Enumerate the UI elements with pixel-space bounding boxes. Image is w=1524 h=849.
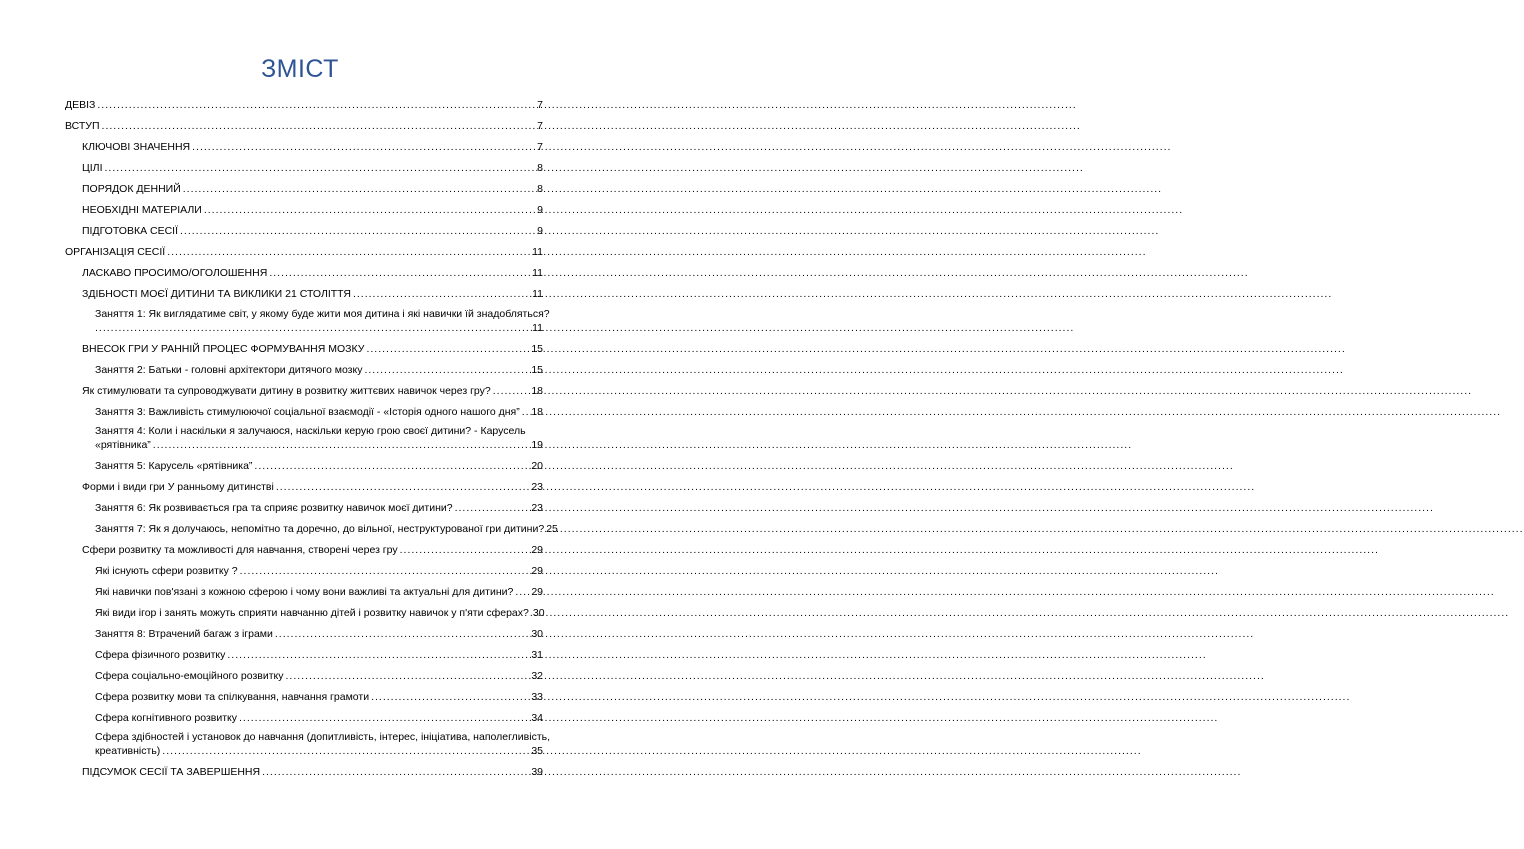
toc-leader-dots [102,120,536,133]
toc-entry[interactable] [95,439,543,452]
toc-entry[interactable] [82,766,543,779]
toc-page-number: 31 [531,649,543,661]
toc-entry[interactable] [82,141,543,154]
toc-entry-title: ВСТУП [65,120,100,132]
toc-entry[interactable] [65,120,543,133]
toc-page-number: 7 [537,99,543,111]
toc-page-number: 8 [537,162,543,174]
toc-page-number: 11 [532,267,543,279]
toc-entry-title: Заняття 8: Втрачений багаж з іграми [95,628,273,640]
toc-page-number: 18 [531,385,543,397]
toc-entry[interactable] [82,162,543,175]
toc-entry-title: Які існують сфери розвитку ? [95,565,238,577]
toc-page-number: 32 [531,670,543,682]
toc-leader-dots [227,649,529,662]
toc-entry[interactable] [65,246,543,259]
toc-entry-title: Форми і види гри У ранньому дитинстві [82,481,274,493]
table-of-contents [0,0,600,849]
toc-entry-title: ПОРЯДОК ДЕННИЙ [82,183,181,195]
toc-page-number: 9 [537,204,543,216]
toc-entry-title-line2: креативність) [95,745,161,757]
toc-page-number: 23 [531,502,543,514]
toc-entry-title: Заняття 2: Батьки - головні архітектори дитячого мозку [95,364,363,376]
toc-entry-title: ЗДІБНОСТІ МОЄЇ ДИТИНИ ТА ВИКЛИКИ 21 СТОЛІТТЯ [82,288,351,300]
toc-entry[interactable] [95,745,543,758]
toc-page-number: 7 [537,141,543,153]
toc-page-number: 15 [531,364,543,376]
toc-leader-dots [371,691,529,704]
toc-leader-dots [192,141,535,154]
toc-page-number: 29 [531,586,543,598]
toc-leader-dots [364,364,529,377]
toc-entry-title: ОРГАНІЗАЦІЯ СЕСІЇ [65,246,166,258]
toc-page-number: 11 [532,288,543,300]
toc-page-number: 20 [531,460,543,472]
toc-page-number: 34 [531,712,543,724]
document-page [0,0,600,849]
toc-entry[interactable] [82,267,543,280]
toc-entry[interactable] [95,628,543,641]
toc-leader-dots [180,225,535,238]
toc-entry[interactable] [82,204,543,217]
toc-entry[interactable] [82,385,543,398]
toc-entry-title: Заняття 7: Як я долучаюсь, непомітно та доречно, до вільної, неструктурованої гри дитини? [95,523,545,535]
toc-entry-title: ЦІЛІ [82,162,103,174]
toc-page-number: 29 [531,544,543,556]
toc-entry-title: ПІДСУМОК СЕСІЇ ТА ЗАВЕРШЕННЯ [82,766,261,778]
toc-page-number: 30 [532,607,545,619]
toc-entry[interactable] [95,364,543,377]
toc-leader-dots [183,183,535,196]
toc-entry-title: Які навички пов'язані з кожною сферою і чому вони важливі та актуальні для дитини? [95,586,514,598]
toc-entry[interactable] [95,670,543,683]
toc-entry-title: Сфера розвитку мови та спілкування, навчання грамоти [95,691,370,703]
toc-entry[interactable] [82,183,543,196]
toc-entry[interactable] [95,502,543,515]
toc-entry[interactable] [95,649,543,662]
toc-page-number: 19 [531,439,543,451]
toc-entry[interactable] [65,99,543,112]
toc-leader-dots [167,246,530,259]
toc-leader-dots [153,439,530,452]
toc-entry[interactable] [95,523,558,536]
toc-entry[interactable] [82,481,543,494]
toc-entry[interactable] [82,225,543,238]
toc-leader-dots [239,712,529,725]
toc-entry-title: ВНЕСОК ГРИ У РАННІЙ ПРОЦЕС ФОРМУВАННЯ МОЗКУ [82,343,365,355]
toc-page-number: 25 [546,523,558,535]
toc-page-number: 29 [531,565,543,577]
toc-entry-title-line1[interactable]: Заняття 4: Коли і наскільки я залучаюся, наскільки керую грою своєї дитини? - Карусель [95,425,526,437]
toc-page-number: 8 [537,183,543,195]
toc-leader-dots [95,322,530,335]
toc-leader-dots [522,406,530,419]
toc-leader-dots [530,607,532,620]
toc-page-number: 11 [532,246,543,258]
toc-page-number: 33 [531,691,543,703]
toc-leader-dots [275,628,529,641]
toc-entry-title: Сфери розвитку та можливості для навчання, створені через гру [82,544,398,556]
toc-leader-dots [455,502,530,515]
toc-entry-title: Сфера соціально-емоційного розвитку [95,670,284,682]
toc-entry-title: Заняття 3: Важливість стимулюючої соціальної взаємодії - «Історія одного нашого дня” [95,406,520,418]
toc-leader-dots [204,204,535,217]
toc-entry[interactable] [82,343,543,356]
toc-leader-dots [240,565,530,578]
toc-entry[interactable] [95,691,543,704]
toc-entry-title-line1[interactable]: Заняття 1: Як виглядатиме світ, у якому буде жити моя дитина і які навички їй знадобляться? [95,308,550,320]
toc-leader-dots [269,267,530,280]
toc-entry-title: НЕОБХІДНІ МАТЕРІАЛИ [82,204,202,216]
toc-page-number: 7 [537,120,543,132]
toc-leader-dots [515,586,529,599]
toc-entry[interactable] [95,607,543,620]
toc-entry-title: ДЕВІЗ [65,99,96,111]
toc-entry-title: Сфера фізичного розвитку [95,649,226,661]
toc-leader-dots [285,670,529,683]
toc-entry-title-line1[interactable]: Сфера здібностей і установок до навчання (допитливість, інтерес, ініціатива, наполегливість, [95,731,551,743]
toc-leader-dots [162,745,529,758]
toc-leader-dots [276,481,529,494]
toc-entry[interactable] [95,565,543,578]
toc-page-number: 9 [537,225,543,237]
toc-page-number: 15 [531,343,543,355]
toc-page-number: 11 [532,322,543,334]
toc-entry-title: ЛАСКАВО ПРОСИМО/ОГОЛОШЕННЯ [82,267,268,279]
toc-entry[interactable] [95,406,543,419]
toc-leader-dots [366,343,529,356]
toc-leader-dots [493,385,530,398]
toc-entry[interactable] [82,544,543,557]
toc-leader-dots [254,460,529,473]
toc-entry[interactable] [82,288,543,301]
toc-page-number: 35 [531,745,543,757]
toc-entry-title: Як стимулювати та супроводжувати дитину в розвитку життєвих навичок через гру? [82,385,491,397]
toc-entry[interactable] [95,712,543,725]
toc-page-number: 18 [531,406,543,418]
toc-entry-title: Які види ігор і занять можуть сприяти навчанню дітей і розвитку навичок у п'яти сферах? [95,607,529,619]
toc-leader-dots [400,544,530,557]
toc-page-number: 23 [531,481,543,493]
toc-leader-dots [97,99,535,112]
toc-entry-title: КЛЮЧОВІ ЗНАЧЕННЯ [82,141,191,153]
toc-entry-title: ПІДГОТОВКА СЕСІЇ [82,225,178,237]
page-title: ЗМІСТ [261,55,339,83]
toc-entry-title: Заняття 6: Як розвивається гра та сприяє розвитку навичок моєї дитини? [95,502,453,514]
toc-entry-title: Заняття 5: Карусель «рятівника” [95,460,253,472]
toc-leader-dots [105,162,536,175]
toc-entry[interactable] [95,586,543,599]
toc-entry[interactable] [95,322,543,335]
toc-entry-title-line2: «рятівника” [95,439,151,451]
toc-leader-dots [353,288,530,301]
toc-page-number: 39 [531,766,543,778]
toc-entry[interactable] [95,460,543,473]
toc-leader-dots [262,766,529,779]
toc-entry-title: Сфера когнітивного розвитку [95,712,238,724]
toc-page-number: 30 [531,628,543,640]
